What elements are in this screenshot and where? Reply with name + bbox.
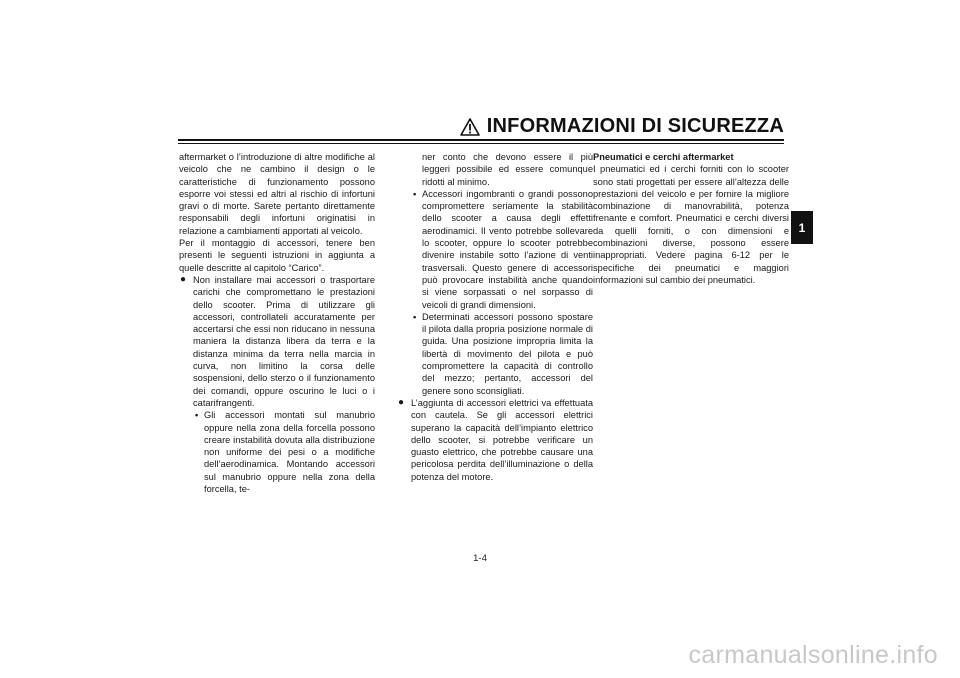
sub-bullet-continued <box>411 151 593 188</box>
paragraph: I pneumatici ed i cerchi forniti con lo scooter sono stati progettati per essere all’altezza delle prestazioni del veicolo e per fornire la migliore combinazione di manovrabilità, potenza frenante e comfort. Pneumatici e cerchi diversi da quelli forniti, o con dimensioni e combinazioni diverse, possono essere inappropriati. Vedere pagina 6-12 per le specifiche dei pneumatici e maggiori informazioni sul cambio dei pneumatici. <box>593 164 789 285</box>
page-header <box>460 115 784 138</box>
page-title: INFORMAZIONI DI SICUREZZA <box>486 115 784 137</box>
bullet-marker: ● <box>180 273 187 285</box>
bullet-text: L’aggiunta di accessori elettrici va effettuata con cautela. Se gli accessori elettrici superano la capacità dell’impianto elettrico dello scooter, si potrebbe verificare un guasto elettrico, che potrebbe causare una pericolosa perdita dell’illuminazione o della potenza del motore. <box>411 397 593 482</box>
sub-bullet-text: ner conto che devono essere il più leggeri possibile ed essere comunque ridotti al minimo. <box>422 152 593 187</box>
sub-bullet-text: Gli accessori montati sul manubrio oppure nella zona della forcella possono creare instabilità dovuta alla distribuzione non uniforme dei pesi o a modifiche dell’aerodinamica. Montando accessori sul manubrio oppure nella zona della forcella, te- <box>204 410 375 495</box>
sub-bullet-item <box>411 188 593 311</box>
warning-triangle-icon <box>460 118 480 136</box>
paragraph: aftermarket o l’introduzione di altre modifiche al veicolo che ne cambino il design o le caratteristiche di funzionamento possono esporre voi stessi ed altri al rischio di infortuni gravi o di morte. Sarete pertanto direttamente responsabili degli infortuni originatisi in relazione a cambiamenti apportati al veicolo. <box>179 152 375 236</box>
bullet-text: Non installare mai accessori o trasportare carichi che compromettano le prestazioni dello scooter. Prima di utilizzare gli accessori, controllateli accuratamente per accertarsi che essi non riducano in nessuna maniera la distanza libera da terra e la distanza minima da terra nella marcia in curva, non limitino la corsa delle sospensioni, dello sterzo o il funzionamento dei comandi, oppure oscurino le luci o i catarifrangenti. <box>193 274 375 408</box>
watermark: carmanualsonline.info <box>688 641 938 669</box>
sub-bullet-text: Accessori ingombranti o grandi possono compromettere seriamente la stabilità dello scooter a causa degli effetti aerodinamici. Il vento potrebbe sollevare lo scooter, oppure lo scooter potrebbe divenire instabile sotto l’azione di venti trasversali. Questo genere di accessori può provocare instabilità anche quando si viene sorpassati o nel sorpasso di veicoli di grandi dimensioni. <box>422 188 593 310</box>
page-number: 1-4 <box>473 553 487 564</box>
text-column-1 <box>179 151 375 495</box>
sub-bullet-marker: • <box>413 311 417 322</box>
bullet-marker: ● <box>398 396 405 408</box>
sub-bullet-text: Determinati accessori possono spostare il pilota dalla propria posizione normale di guida. Una posizione impropria limita la libertà di movimento del pilota e può compromettere la capacità di controllo del mezzo; pertanto, accessori del genere sono sconsigliati. <box>422 311 593 396</box>
sub-list <box>397 151 593 397</box>
bullet-item <box>397 397 593 483</box>
chapter-number: 1 <box>798 220 806 235</box>
text-column-3 <box>593 151 789 286</box>
section-heading: Pneumatici e cerchi aftermarket <box>593 152 734 162</box>
chapter-tab <box>791 211 813 244</box>
text-column-2 <box>397 151 593 483</box>
sub-bullet-marker: • <box>195 410 199 421</box>
sub-bullet-marker: • <box>413 188 417 199</box>
header-rule-thin <box>178 143 784 144</box>
bullet-item <box>179 274 375 409</box>
sub-list <box>179 409 375 495</box>
paragraph: Per il montaggio di accessori, tenere ben presenti le seguenti istruzioni in aggiunta a quelle descritte al capitolo “Carico”. <box>179 238 375 273</box>
header-rule-thick <box>178 139 784 141</box>
sub-bullet-item <box>411 311 593 397</box>
sub-bullet-item <box>193 409 375 495</box>
